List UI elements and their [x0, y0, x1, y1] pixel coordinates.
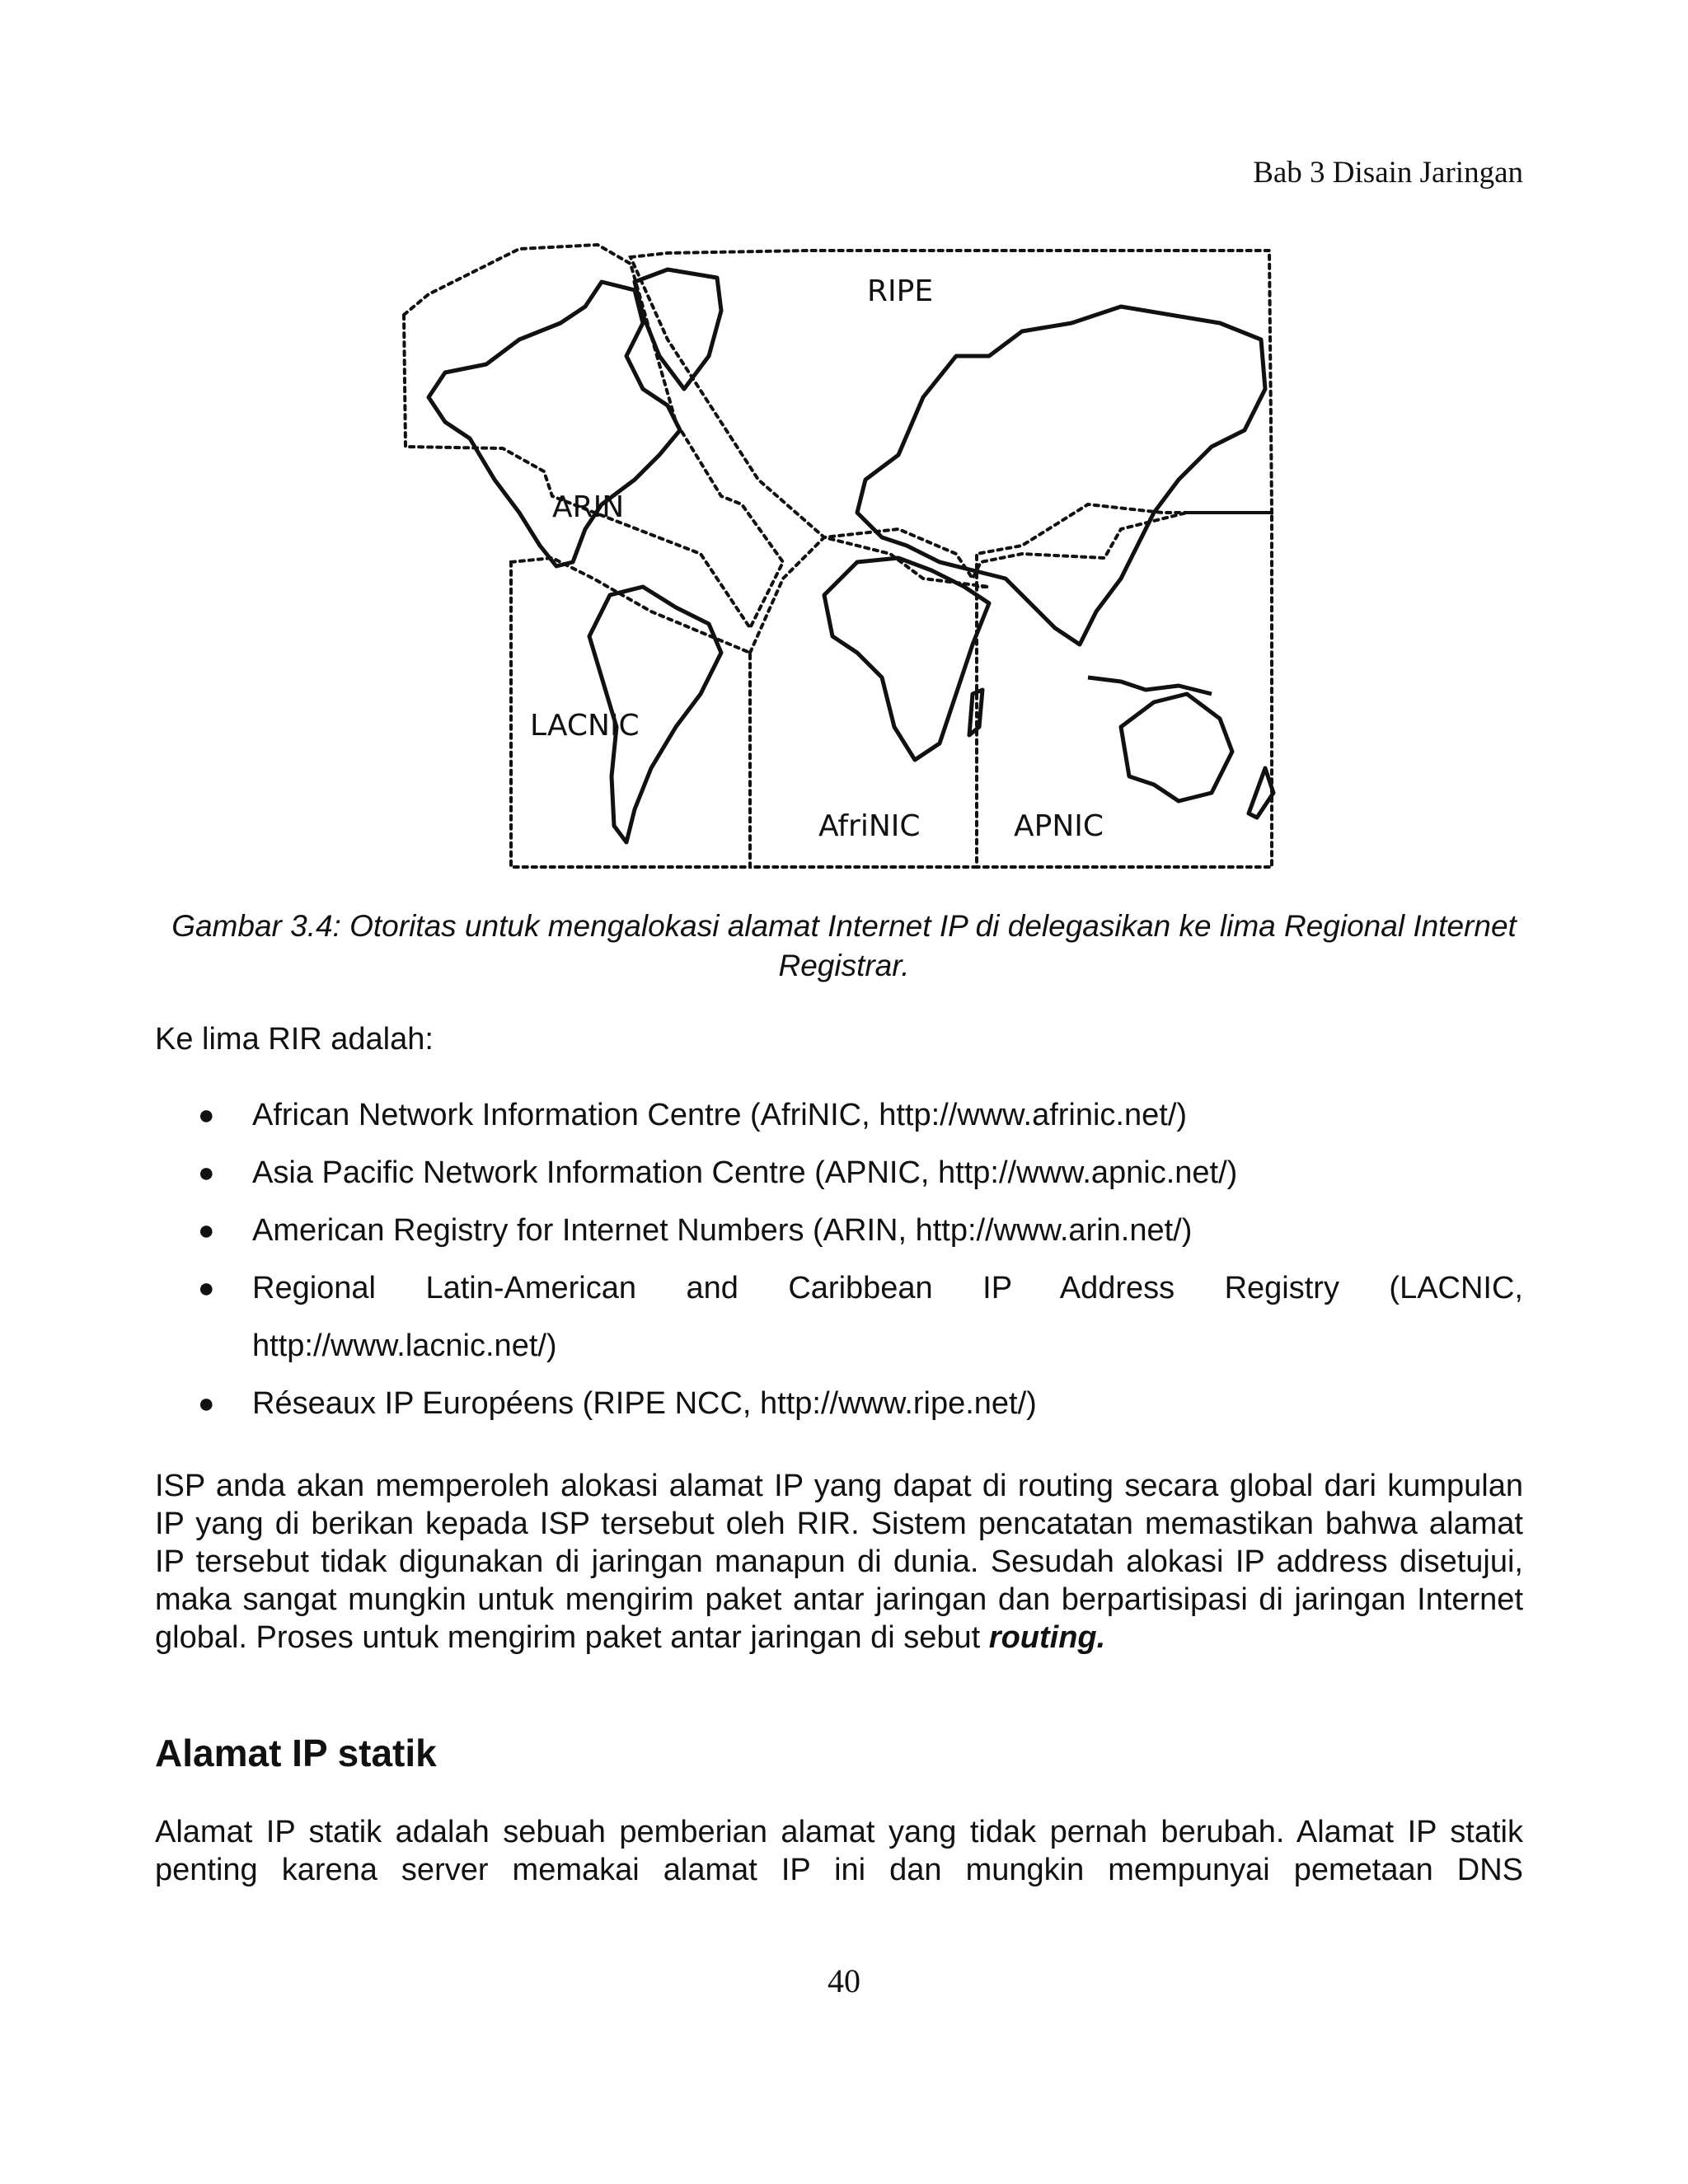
greenland-shape: [635, 269, 721, 389]
paragraph-routing: ISP anda akan memperoleh alokasi alamat IP yang dapat di routing secara global dari kumpulan IP yang di berikan kepada ISP tersebut oleh RIR. Sistem pencatatan memastikan bahwa alamat IP tersebut tidak digunakan di jaringan manapun di dunia. Sesudah alokasi IP address disetujui, maka sangat mungkin untuk mengirim paket antar jaringan dan berpartisipasi di jaringan Internet global. Proses untuk mengirim paket antar jaringan di sebut routing.: [155, 1469, 1523, 1655]
list-item: ● Asia Pacific Network Information Centre (APNIC, http://www.apnic.net/): [155, 1144, 1523, 1202]
running-header: Bab 3 Disain Jaringan: [1253, 156, 1523, 190]
bullet-icon: ●: [198, 1157, 215, 1188]
list-item: ● Réseaux IP Européens (RIPE NCC, http://www.ripe.net/): [155, 1375, 1523, 1432]
list-item: ● African Network Information Centre (AfriNIC, http://www.afrinic.net/): [155, 1086, 1523, 1144]
map-label-ripe: RIPE: [867, 274, 934, 308]
bullet-icon: ●: [198, 1215, 215, 1246]
eurasia-shape: [857, 307, 1265, 644]
paragraph-static-ip: Alamat IP statik adalah sebuah pemberian alamat yang tidak pernah berubah. Alamat IP statik penting karena server memakai alamat IP ini dan mungkin mempunyai pemetaan DNS: [155, 1815, 1523, 1887]
map-label-arin: ARIN: [552, 490, 625, 524]
figure-caption: Gambar 3.4: Otoritas untuk mengalokasi alamat Internet IP di delegasikan ke lima Regional Internet Registrar.: [171, 909, 1517, 982]
ripe-boundary: [631, 251, 1272, 579]
bullet-icon: ●: [198, 1388, 215, 1419]
arin-boundary: [404, 245, 783, 628]
list-item: ● American Registry for Internet Numbers (ARIN, http://www.arin.net/): [155, 1202, 1523, 1259]
indonesia-shape: [1088, 677, 1212, 694]
bullet-icon: ●: [198, 1099, 215, 1131]
map-label-afrinic: AfriNIC: [818, 809, 921, 843]
new-zealand-shape: [1249, 768, 1273, 818]
africa-shape: [824, 558, 989, 760]
rir-list: [155, 1086, 1523, 1432]
section-heading: Alamat IP statik: [155, 1732, 437, 1774]
emphasis-routing: routing.: [988, 1620, 1106, 1655]
australia-shape: [1121, 694, 1232, 801]
list-intro: Ke lima RIR adalah:: [155, 1022, 434, 1057]
map-label-apnic: APNIC: [1014, 809, 1104, 843]
list-item: ● Regional Latin-American and Caribbean IP Address Registry (LACNIC, http://www.lacnic.net/): [155, 1259, 1523, 1375]
page-number: 40: [828, 1962, 860, 1999]
bullet-icon: ●: [198, 1272, 215, 1304]
rir-world-map: [396, 232, 1311, 892]
map-label-lacnic: LACNIC: [530, 709, 640, 743]
